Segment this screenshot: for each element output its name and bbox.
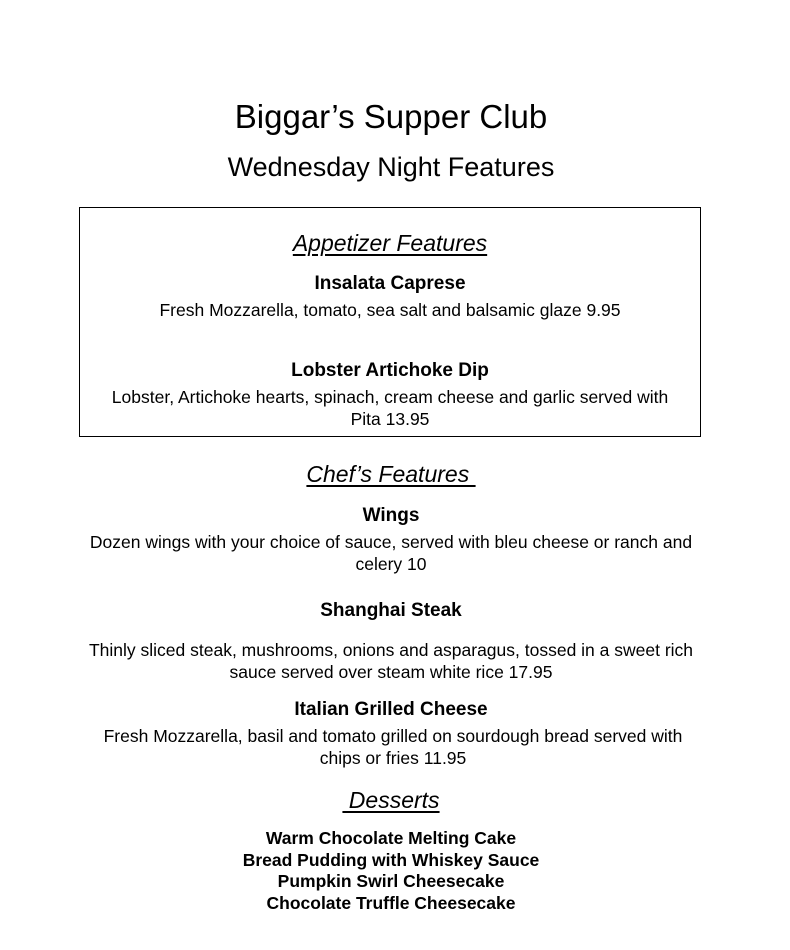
chefs-item-description: Thinly sliced steak, mushrooms, onions and asparagus, tossed in a sweet rich sauce served over steam white rice 17.95 xyxy=(88,640,694,682)
desserts-heading xyxy=(0,786,782,814)
appetizer-item-name: Lobster Artichoke Dip xyxy=(291,360,489,381)
chefs-item-name: Shanghai Steak xyxy=(320,600,462,621)
chefs-heading-text: Chef’s Features xyxy=(306,461,476,487)
chefs-item-name: Italian Grilled Cheese xyxy=(294,699,488,720)
chefs-item-name: Wings xyxy=(362,505,420,526)
dessert-item: Chocolate Truffle Cheesecake xyxy=(266,893,516,913)
dessert-item: Pumpkin Swirl Cheesecake xyxy=(277,871,505,891)
desserts-heading-text: Desserts xyxy=(342,787,440,813)
chefs-item-description: Fresh Mozzarella, basil and tomato grilled on sourdough bread served with chips or fries 11.95 xyxy=(103,726,683,768)
appetizer-heading: Appetizer Features xyxy=(292,230,488,256)
menu-subtitle: Wednesday Night Features xyxy=(227,152,555,182)
appetizer-item-description: Lobster, Artichoke hearts, spinach, cream cheese and garlic served with Pita 13.95 xyxy=(111,387,669,429)
chefs-item-description: Dozen wings with your choice of sauce, served with bleu cheese or ranch and celery 10 xyxy=(89,532,693,574)
dessert-item: Bread Pudding with Whiskey Sauce xyxy=(242,850,540,870)
restaurant-title: Biggar’s Supper Club xyxy=(234,98,548,135)
appetizer-box xyxy=(79,207,701,437)
appetizer-item-description: Fresh Mozzarella, tomato, sea salt and balsamic glaze 9.95 xyxy=(159,300,621,320)
appetizer-item-name: Insalata Caprese xyxy=(314,273,466,294)
dessert-item: Warm Chocolate Melting Cake xyxy=(265,828,517,848)
chefs-heading xyxy=(0,460,782,488)
